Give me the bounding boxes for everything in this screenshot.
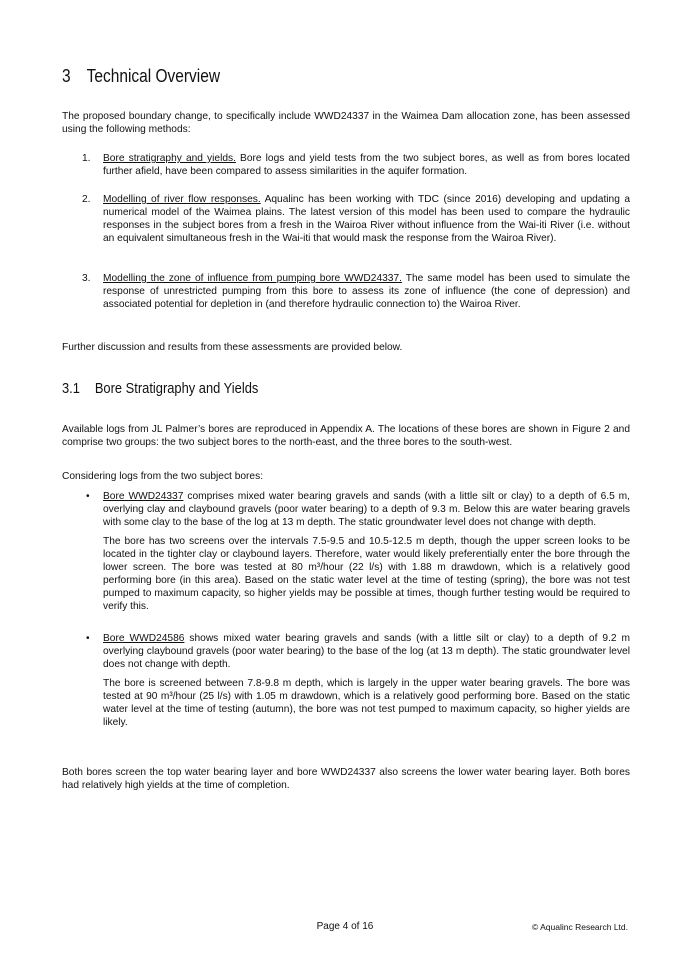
body-paragraph: Considering logs from the two subject bores:	[62, 471, 264, 482]
method-heading: Bore stratigraphy and yields.	[103, 153, 236, 164]
method-item	[82, 272, 630, 311]
section-heading	[62, 66, 220, 87]
page-number: Page 4 of 16	[316, 921, 374, 932]
list-marker: 3.	[82, 273, 91, 284]
section-title: Technical Overview	[86, 66, 221, 86]
bore-paragraph: The bore has two screens over the intervals 7.5-9.5 and 10.5-12.5 m depth, though the upper screen looks to be located in the tighter clay or claybound layers. Therefore, water would likely preferentially enter the bore through the lower screen. The bore was tested at 80 m³/hour (22 l/s) with 1.88 m drawdown, which is a relatively good performing bore (in this area). Based on the static water level at the time of testing (spring), the bore was not test pumped to maximum capacity, so higher yields may be possible at times, though further testing would be required to verify this.	[103, 536, 630, 612]
body-paragraph: Available logs from JL Palmer’s bores are reproduced in Appendix A. The locations of these bores are shown in Figure 2 and comprise two groups: the two subject bores to the north-east, and the three bores to the south-west.	[62, 424, 630, 448]
subsection-title: Bore Stratigraphy and Yields	[94, 380, 259, 397]
section-number: 3	[62, 66, 71, 86]
method-heading: Modelling the zone of influence from pumping bore WWD24337.	[103, 273, 402, 284]
bullet-item	[82, 632, 630, 729]
bullet-item	[82, 490, 630, 613]
method-heading: Modelling of river flow responses.	[103, 194, 261, 205]
copyright: © Aqualinc Research Ltd.	[531, 922, 628, 932]
subsection-heading	[62, 380, 258, 397]
intro-paragraph: The proposed boundary change, to specifically include WWD24337 in the Waimea Dam allocation zone, has been assessed using the following methods:	[62, 111, 630, 135]
method-item	[82, 193, 630, 245]
method-text: Aqualinc has been working with TDC (since 2016) developing and updating a numerical model of the Waimea plains. The latest version of this model has been used to compare the hydraulic responses in the subject bores from a fresh in the Wairoa River without influence from the Wai-iti River (i.e. without an equivalent simultaneous fresh in the Wai-iti that would mask the response from the Wairoa River).	[103, 194, 630, 244]
subsection-number: 3.1	[62, 380, 80, 397]
bore-paragraph: The bore is screened between 7.8-9.8 m depth, which is largely in the upper water bearing gravels. The bore was tested at 90 m³/hour (25 l/s) with 1.05 m drawdown, which is a relatively good performing bore. Based on the static water level at the time of testing (autumn), the bore was not test pumped to maximum capacity, so higher yields are likely.	[103, 678, 630, 728]
bore-heading: Bore WWD24586	[103, 633, 185, 644]
closing-paragraph: Both bores screen the top water bearing layer and bore WWD24337 also screens the lower water bearing layer. Both bores had relatively high yields at the time of completion.	[62, 767, 630, 791]
method-text: Bore logs and yield tests from the two subject bores, as well as from bores located further afield, have been compared to assess similarities in the aquifer formation.	[103, 153, 630, 177]
list-marker: 1.	[82, 153, 91, 164]
bore-heading: Bore WWD24337	[103, 491, 184, 502]
outro-paragraph: Further discussion and results from these assessments are provided below.	[62, 342, 403, 353]
method-text: The same model has been used to simulate the response of unrestricted pumping from this bore to assess its zone of influence (the cone of depression) and associated potential for depletion in (and therefore hydraulic connection to) the Wairoa River.	[103, 273, 630, 310]
list-marker: 2.	[82, 194, 91, 205]
bore-text: comprises mixed water bearing gravels and sands (with a little silt or clay) to a depth of 6.5 m, overlying clay and claybound gravels (poor water bearing) to a depth of 9.3 m. Below this are water bearing gravels with some clay to the base of the log at 13 m depth. The static groundwater level does not change with depth.	[103, 491, 631, 528]
method-item	[82, 152, 630, 178]
bore-text: shows mixed water bearing gravels and sands (with a little silt or clay) to a depth of 9.2 m overlying claybound gravels (poor water bearing) to the base of the log (at 13 m depth). The static groundwater level does not change with depth.	[103, 633, 630, 670]
bullet-marker: •	[86, 633, 90, 644]
bullet-marker: •	[86, 491, 90, 502]
